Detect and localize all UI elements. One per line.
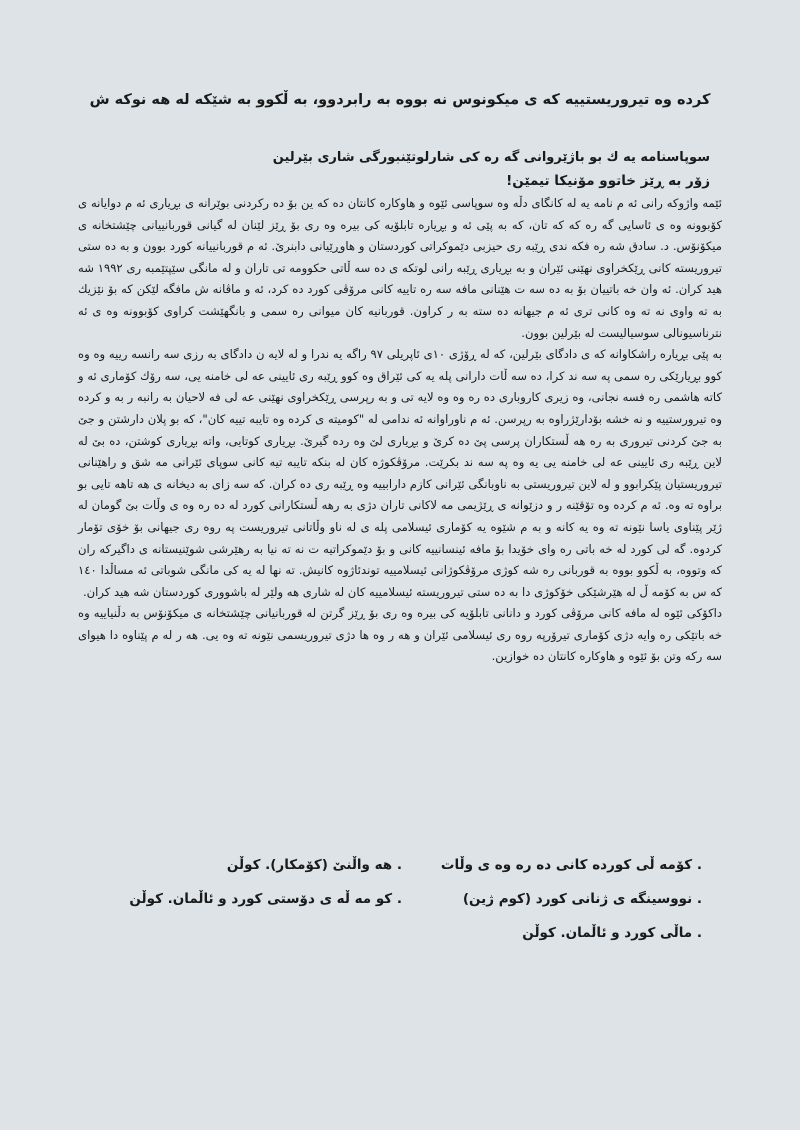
signatory-organizations [120, 848, 702, 950]
body-paragraph-3: داکۆکی ئێوه له مافه کانی مرۆڤی کورد و دانانی تابلۆیه کی بیره وه ری بۆ ڕێز گرتن له قوربانیانی چێشتخانه ی میکۆنۆس به دڵنیاییه وه خه باتێکی ره وایه دژی کۆماری تیرۆرپه روه ری ئیسلامی ئێران و هه ر وه ها دژی تیروریسمی نێونه ته وه یی. هه ر له م پێناوه دا هیوای سه رکه وتن بۆ ئێوه و هاوکاره کانتان ده خوازین. [78, 606, 722, 664]
organization-row [120, 848, 702, 882]
body-paragraph-2: به پێی بڕیاره راشکاوانه که ی دادگای بێرلین، که له ڕۆژی ١٠ی ئاپریلی ٩٧ راگه یه ندرا و له لایه ن دادگای به رزی سه رانسه رییه وه وه کوو بڕیارێکی ره سمی په سه ند کرا، ده سه ڵات دارانی پله یه کی ئێراق وه کوو ڕێبه ری ئایینی عه لی خامنه یی، سه رۆك کۆماری ئه و کاته هاشمی ره فسه نجانی، وه زیری کاروباری ده ره وه وه لایه تی و به رپرسی ڕێکخراوی نهێنی عه لی فه لاحیان به رانبه ر به و کرده وه تیرورستییه و نه خشه بۆدارێژراوه به رپرسن. ئه م ناوراوانه ئه ندامی له "کومیته ی کرده وه تایبه تییه کان"، که بو پلان دارشتن و جێ به جێ کردنی تیروری به ره هه ڵستکاران پرسی پێ ده کرێ و بڕیاری لێ وه رده گیرێ. بڕیاری کوتایی، واته بڕیاری کوشتن، ده بێ له لاین ڕێبه ری ئایینی عه لی خامنه یی یه وه په سه ند بکرێت. مرۆڤکوژه کان له بنکه تایبه تیه کانی سوپای ئێرانی مه شق و راهێنانی تیروریستیان پێکرابوو و له لاین تیروریستی به ناوبانگی ئێرانی کازم دارابییه وه ڕێبه ری ده کران. که سه زای به دیخانه ی هه تاهه تایی بو براوه ته وه. ئه م کرده وه تۆقێنه ر و دزێوانه ی ڕێژیمی مه لاکانی تاران دژی به رهه ڵستکارانی کورد له ده ره وه ی وڵات بێ گومان له ژێر پێناوی یاسا نێونه ته وه یه کانه و به م شێوه یه کۆماری ئیسلامی پله ی له ناو وڵاتانی تیروریست په روه ری جیهانی بۆ خۆی تۆمار کردوه. گه لی کورد له خه باتی ره وای خۆیدا بۆ مافه ئینسانییه کانی و بۆ دێموکراتیه ت نه ته نیا به رهێرشی شوێنیستانه ی داگیرکه ران که وتووه، به ڵکوو بووه به قوربانی ره شه کوژی مرۆڤکوژانی ئیسلامییه توندئاژوه کانیش. ته نها له یه کی مانگی شوباتی ئه مساڵدا ١٤٠ که س به کۆمه ڵ له هێرشێکی خۆکوژی دا به ده ستی تیروریسته ئیسلامییه کان له شاری هه ولێر له باشووری کوردستان شه هید کران. [78, 347, 722, 599]
organization-row [120, 916, 702, 950]
organization-name: . هه واڵنێ (کۆمکار). کوڵن [226, 857, 402, 873]
greeting-line-2: زۆر به ڕێز خاتوو مۆنیکا تیمێن! [506, 173, 710, 189]
greeting-line-1: سوپاسنامه یه ك بو باژێروانی گه ره کی شارلوتێنبورگی شاری بێرلین [272, 150, 710, 165]
organization-row [120, 882, 702, 916]
organization-name: . کو مه ڵه ی دۆستی کورد و ئاڵمان. کوڵن [129, 891, 402, 907]
organization-name: . نووسینگه ی ژنانی کورد (کوم ژین) [462, 891, 702, 907]
document-title: کرده وه تیروریستییه که ی میکونوس نه بووه به رابردوو، به ڵکوو به شێکه له هه نوکه ش [89, 92, 711, 108]
organization-name: . ماڵی کورد و ئاڵمان. کوڵن [522, 925, 702, 941]
body-paragraph-1: ئێمه واژوکه رانی ئه م نامه یه له کانگای دڵه وه سوپاسی ئێوه و هاوکاره کانتان ده که ین بۆ ده رکردنی بوێرانه ی بڕیاری ئه م دوایانه ی کۆبوونه وه ی ئاسایی گه ره که که تان، که به پێی ئه و بڕیاره تابلۆیه کی بیره وه ری بۆ ڕێز لێنان له گیانی قوربانییانی چێشتخانه ی میکۆنۆس. د. سادق شه ره فکه ندی ڕێبه ری حیزبی دێموکراتی کوردستان و هاوڕێیانی دابنرێ. ئه م قوربانییانه کورد بوون و به ده ستی تیروریسته کانی ڕێکخراوی نهێنی ئێران و به بڕیاری ڕێبه رانی لوتکه ی ده سه ڵاتی حکوومه تی تاران و له مانگی سێپتێمبه ری ١٩٩٢ شه هید کران. ئه وان خه باتییان بۆ به ده سه ت هێنانی مافه سه ره تاییه کانی مرۆڤی کورد ده کرد، ئه و ماڤانه ش مافگه لێکن که بۆ نێزیك به ته واوی نه ته وه کانی تری ئه م جیهانه ده سته به ر کراون. قوربانیه کان میوانی ره سمی و بانگهێشت کراوی کۆبوونه وه ی ئه نترناسیونالی سوسیالیست له بێرلین بوون. [78, 196, 722, 340]
organization-name: . کۆمه ڵی کورده کانی ده ره وه ی وڵات [440, 857, 702, 873]
